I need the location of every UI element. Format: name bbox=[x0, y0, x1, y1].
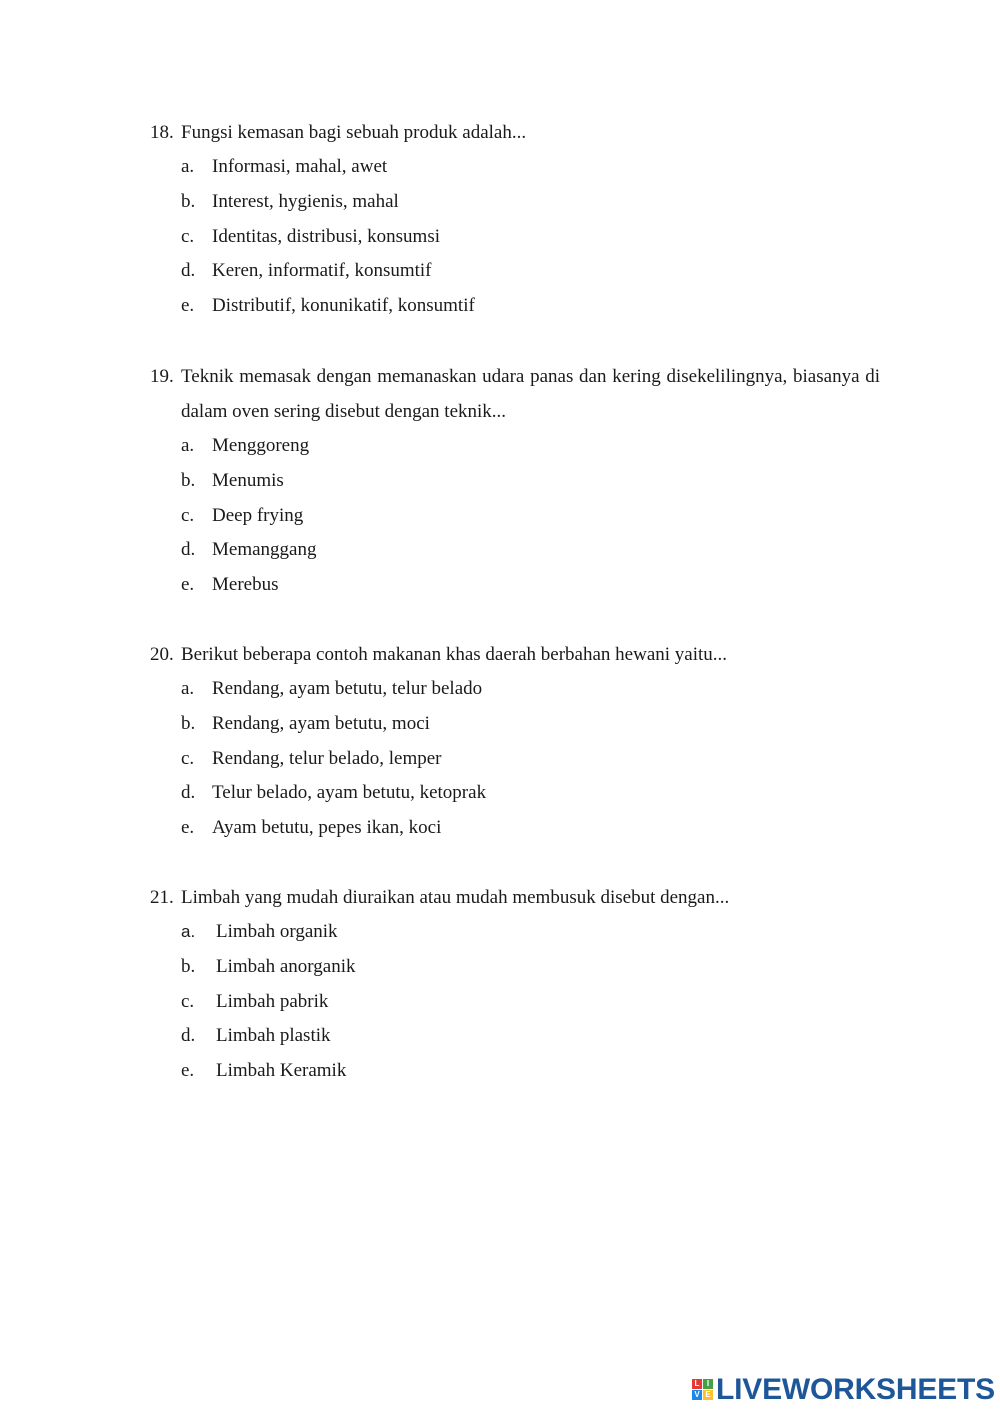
option-c[interactable] bbox=[181, 499, 880, 534]
option-letter: d. bbox=[181, 260, 196, 282]
logo-tile: V bbox=[692, 1390, 702, 1400]
question-number: 18. bbox=[150, 122, 174, 143]
option-letter: b. bbox=[181, 955, 196, 977]
option-d[interactable] bbox=[181, 533, 880, 568]
option-a[interactable] bbox=[181, 672, 880, 707]
question-stem bbox=[150, 880, 880, 915]
option-letter: e. bbox=[181, 574, 195, 596]
option-text: Limbah anorganik bbox=[216, 955, 356, 977]
option-e[interactable] bbox=[181, 811, 880, 846]
option-letter: a. bbox=[181, 156, 195, 177]
option-c[interactable] bbox=[181, 985, 880, 1020]
option-d[interactable] bbox=[181, 776, 880, 811]
option-text: Rendang, ayam betutu, moci bbox=[212, 712, 430, 734]
question-stem bbox=[150, 637, 880, 672]
option-d[interactable] bbox=[181, 254, 880, 289]
option-text: Memanggang bbox=[212, 539, 317, 561]
option-letter: c. bbox=[181, 504, 195, 526]
question-number: 21. bbox=[150, 887, 174, 908]
liveworksheets-brand[interactable] bbox=[692, 1372, 995, 1408]
brand-name: LIVEWORKSHEETS bbox=[716, 1373, 995, 1406]
option-text: Rendang, ayam betutu, telur belado bbox=[212, 678, 483, 699]
option-letter: b. bbox=[181, 469, 196, 491]
option-text: Telur belado, ayam betutu, ketoprak bbox=[212, 782, 487, 804]
option-a[interactable] bbox=[181, 429, 880, 464]
option-text: Limbah pabrik bbox=[216, 990, 329, 1012]
option-letter: b. bbox=[181, 712, 196, 734]
option-text: Informasi, mahal, awet bbox=[212, 156, 388, 177]
option-b[interactable] bbox=[181, 464, 880, 499]
option-letter: a. bbox=[181, 922, 196, 941]
option-a[interactable] bbox=[181, 915, 880, 950]
logo-tile: I bbox=[703, 1379, 713, 1389]
logo-tile: E bbox=[703, 1390, 713, 1400]
option-letter: a. bbox=[181, 678, 195, 699]
option-letter: b. bbox=[181, 190, 196, 212]
option-e[interactable] bbox=[181, 289, 880, 324]
option-text: Menumis bbox=[212, 469, 284, 491]
question-18 bbox=[150, 115, 880, 324]
answer-options bbox=[150, 150, 880, 324]
option-text: Menggoreng bbox=[212, 435, 310, 456]
question-21 bbox=[150, 880, 880, 1089]
option-letter: e. bbox=[181, 817, 195, 839]
option-text: Limbah Keramik bbox=[216, 1060, 347, 1082]
option-letter: a. bbox=[181, 435, 195, 456]
option-letter: e. bbox=[181, 1060, 195, 1082]
option-text: Distributif, konunikatif, konsumtif bbox=[212, 295, 475, 317]
option-d[interactable] bbox=[181, 1019, 880, 1054]
answer-options bbox=[150, 915, 880, 1089]
option-b[interactable] bbox=[181, 185, 880, 220]
option-letter: d. bbox=[181, 782, 196, 804]
answer-options bbox=[150, 429, 880, 603]
option-c[interactable] bbox=[181, 220, 880, 255]
option-letter: d. bbox=[181, 539, 196, 561]
liveworksheets-logo-icon bbox=[692, 1379, 714, 1401]
option-text: Ayam betutu, pepes ikan, koci bbox=[212, 817, 442, 839]
question-20 bbox=[150, 637, 880, 846]
option-letter: c. bbox=[181, 747, 195, 769]
option-letter: d. bbox=[181, 1025, 196, 1047]
question-stem bbox=[150, 359, 880, 429]
option-e[interactable] bbox=[181, 1054, 880, 1089]
question-text: Teknik memasak dengan memanaskan udara panas dan kering disekelilingnya, biasanya di dalam oven sering disebut dengan teknik... bbox=[181, 366, 880, 422]
question-text: Fungsi kemasan bagi sebuah produk adalah... bbox=[181, 122, 527, 143]
question-stem bbox=[150, 115, 880, 150]
option-text: Identitas, distribusi, konsumsi bbox=[212, 225, 440, 247]
question-19 bbox=[150, 359, 880, 603]
option-b[interactable] bbox=[181, 707, 880, 742]
option-e[interactable] bbox=[181, 568, 880, 603]
option-c[interactable] bbox=[181, 742, 880, 777]
option-text: Keren, informatif, konsumtif bbox=[212, 260, 432, 282]
question-text: Limbah yang mudah diuraikan atau mudah membusuk disebut dengan... bbox=[181, 887, 730, 908]
option-text: Limbah organik bbox=[216, 921, 338, 942]
option-text: Rendang, telur belado, lemper bbox=[212, 747, 442, 769]
option-b[interactable] bbox=[181, 950, 880, 985]
logo-tile: L bbox=[692, 1379, 702, 1389]
answer-options bbox=[150, 672, 880, 846]
option-letter: e. bbox=[181, 295, 195, 317]
option-letter: c. bbox=[181, 225, 195, 247]
option-text: Deep frying bbox=[212, 504, 304, 526]
question-number: 19. bbox=[150, 366, 174, 387]
option-letter: c. bbox=[181, 990, 195, 1012]
question-text: Berikut beberapa contoh makanan khas daerah berbahan hewani yaitu... bbox=[181, 644, 728, 665]
option-text: Limbah plastik bbox=[216, 1025, 331, 1047]
option-a[interactable] bbox=[181, 150, 880, 185]
question-number: 20. bbox=[150, 644, 174, 665]
option-text: Interest, hygienis, mahal bbox=[212, 190, 399, 212]
option-text: Merebus bbox=[212, 574, 279, 596]
